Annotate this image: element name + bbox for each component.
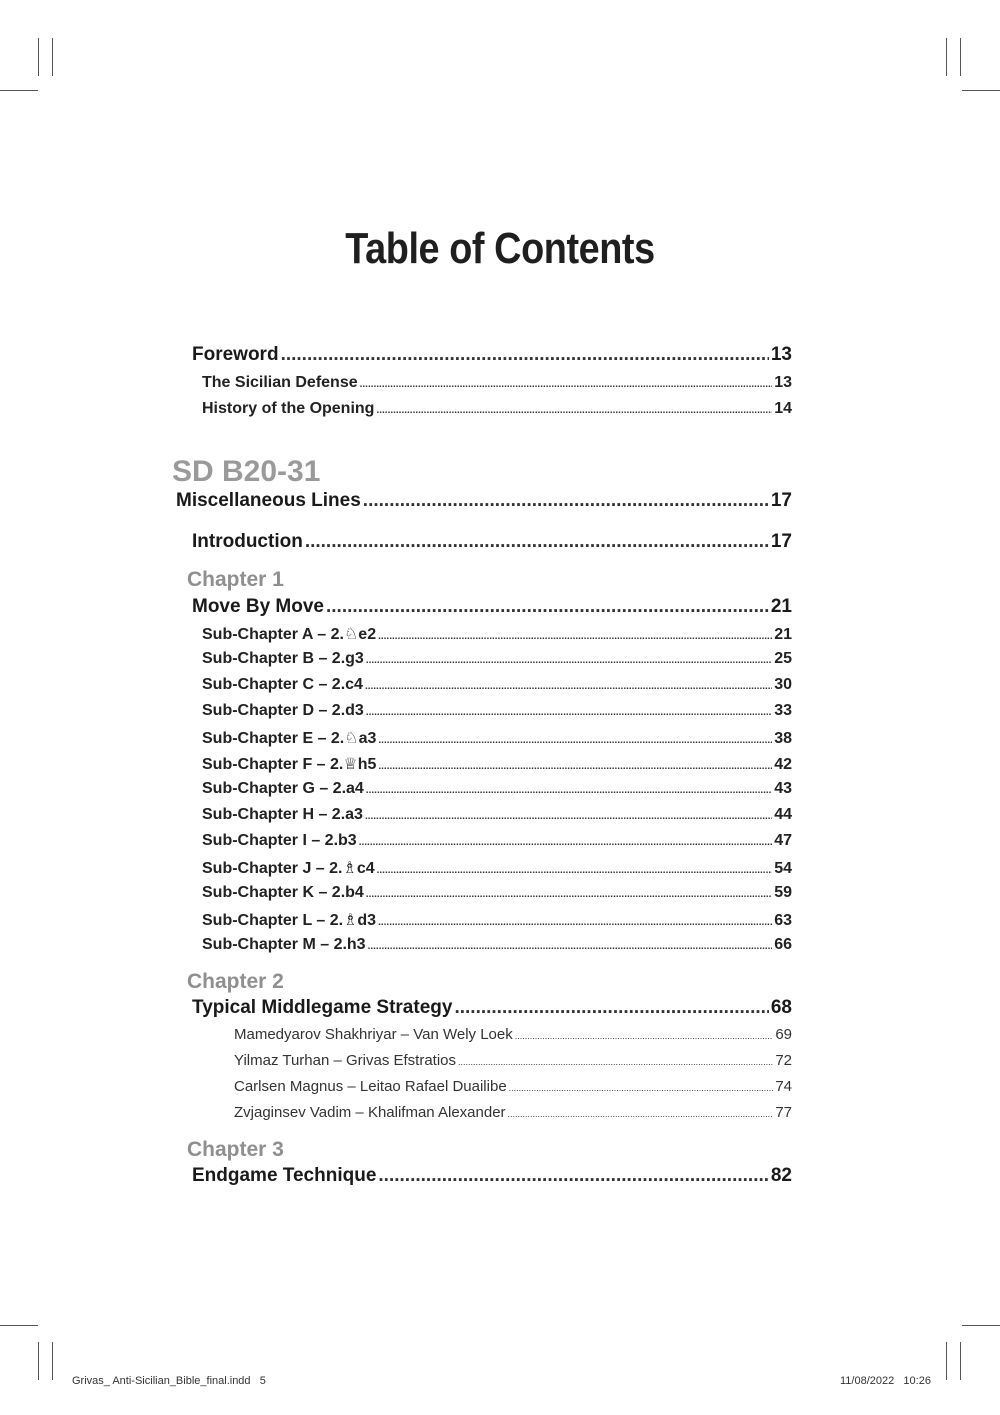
leader-dots: [366, 655, 772, 666]
leader-dots: [363, 490, 769, 512]
leader-dots: [365, 811, 772, 822]
toc-entry-label: Sub-Chapter H – 2.a3: [202, 806, 363, 823]
crop-mark: [962, 90, 1000, 91]
toc-entry-label: Sub-Chapter F – 2.♕h5: [202, 756, 377, 773]
toc-entry-page: 17: [770, 490, 792, 511]
toc-entry-chapter[interactable]: [192, 596, 792, 618]
leader-dots: [458, 1057, 773, 1067]
toc-entry-label: Sub-Chapter E – 2.♘a3: [202, 730, 377, 747]
toc-entry-page: 13: [774, 374, 792, 391]
toc-entry-label: Sub-Chapter L – 2.♗d3: [202, 912, 377, 929]
toc-entry-label: Sub-Chapter D – 2.d3: [202, 702, 364, 719]
leader-dots: [359, 837, 773, 848]
leader-dots: [378, 631, 772, 642]
part-heading: SD B20-31: [172, 455, 321, 488]
crop-mark: [960, 38, 961, 76]
toc-entry-label: Carlsen Magnus – Leitao Rafael Duailibe: [234, 1078, 507, 1095]
toc-entry-page: 69: [775, 1026, 792, 1043]
toc-entry-label: Move By Move: [192, 596, 324, 617]
toc-entry-subchapter[interactable]: [202, 624, 792, 644]
toc-entry-page: 17: [770, 531, 792, 552]
page-title: Table of Contents: [345, 224, 655, 273]
leader-dots: [509, 1083, 774, 1093]
toc-entry-page: 13: [770, 344, 792, 365]
toc-entry-label: Miscellaneous Lines: [176, 490, 361, 511]
toc-entry-label: Sub-Chapter G – 2.a4: [202, 780, 364, 797]
toc-entry-label: Sub-Chapter C – 2.c4: [202, 676, 363, 693]
toc-entry-page: 43: [774, 780, 792, 797]
toc-entry-label: Introduction: [192, 531, 303, 552]
toc-entry-label: Sub-Chapter B – 2.g3: [202, 650, 364, 667]
toc-entry-part-title[interactable]: [176, 490, 792, 512]
crop-mark: [38, 38, 39, 76]
toc-entry-page: 25: [774, 650, 792, 667]
toc-entry[interactable]: [202, 374, 792, 392]
toc-entry-label: Sub-Chapter M – 2.h3: [202, 936, 366, 953]
toc-entry-page: 21: [770, 596, 792, 617]
toc-entry-subchapter[interactable]: [202, 936, 792, 954]
leader-dots: [366, 785, 772, 796]
leader-dots: [366, 889, 772, 900]
leader-dots: [326, 596, 769, 618]
toc-entry-label: Sub-Chapter J – 2.♗c4: [202, 860, 375, 877]
toc-entry-page: 47: [774, 832, 792, 849]
crop-mark: [52, 1342, 53, 1380]
toc-entry-label: Foreword: [192, 344, 279, 365]
leader-dots: [378, 735, 772, 746]
leader-dots: [305, 531, 769, 553]
toc-entry-label: Zvjaginsev Vadim – Khalifman Alexander: [234, 1104, 506, 1121]
leader-dots: [368, 941, 773, 952]
toc-entry-label: Yilmaz Turhan – Grivas Efstratios: [234, 1052, 457, 1069]
crop-mark: [0, 90, 38, 91]
toc-entry-page: 14: [774, 400, 792, 417]
toc-entry-subchapter[interactable]: [202, 858, 792, 878]
toc-entry-page: 77: [775, 1104, 792, 1121]
leader-dots: [378, 1165, 768, 1187]
toc-entry-page: 74: [775, 1078, 792, 1095]
toc-entry-label: Sub-Chapter A – 2.♘e2: [202, 626, 377, 643]
leader-dots: [508, 1109, 774, 1119]
toc-entry-game[interactable]: [234, 1078, 792, 1095]
toc-entry-label: Sub-Chapter I – 2.b3: [202, 832, 357, 849]
toc-entry-label: The Sicilian Defense: [202, 374, 358, 391]
leader-dots: [515, 1031, 774, 1041]
toc-entry-subchapter[interactable]: [202, 754, 792, 774]
toc-entry-page: 33: [774, 702, 792, 719]
crop-mark: [0, 1325, 38, 1326]
toc-entry-foreword[interactable]: [192, 344, 792, 366]
leader-dots: [366, 707, 772, 718]
crop-mark: [38, 1342, 39, 1380]
toc-entry-subchapter[interactable]: [202, 910, 792, 930]
toc-entry-page: 30: [774, 676, 792, 693]
toc-entry-page: 21: [774, 626, 792, 643]
chapter-heading: Chapter 1: [187, 568, 284, 591]
toc-entry-game[interactable]: [234, 1104, 792, 1121]
toc-entry-page: 38: [774, 730, 792, 747]
toc-entry-label: History of the Opening: [202, 400, 375, 417]
leader-dots: [281, 344, 769, 366]
toc-entry-subchapter[interactable]: [202, 832, 792, 850]
leader-dots: [378, 917, 772, 928]
slug-timestamp: 11/08/2022 10:26: [840, 1375, 931, 1387]
toc-entry-label: Mamedyarov Shakhriyar – Van Wely Loek: [234, 1026, 513, 1043]
leader-dots: [376, 405, 772, 416]
chapter-heading: Chapter 2: [187, 970, 284, 993]
leader-dots: [365, 681, 772, 692]
toc-entry-page: 82: [770, 1165, 792, 1186]
toc-entry[interactable]: [202, 400, 792, 418]
toc-entry-label: Endgame Technique: [192, 1165, 377, 1186]
toc-entry-chapter[interactable]: [192, 997, 792, 1019]
crop-mark: [52, 38, 53, 76]
crop-mark: [962, 1325, 1000, 1326]
toc-entry-page: 54: [774, 860, 792, 877]
toc-entry-subchapter[interactable]: [202, 806, 792, 824]
crop-mark: [946, 1342, 947, 1380]
toc-entry-subchapter[interactable]: [202, 780, 792, 798]
toc-entry-game[interactable]: [234, 1026, 792, 1043]
toc-entry-chapter[interactable]: [192, 1165, 792, 1187]
leader-dots: [378, 761, 772, 772]
toc-entry-subchapter[interactable]: [202, 702, 792, 720]
slug-filename: Grivas_ Anti-Sicilian_Bible_final.indd 5: [72, 1375, 266, 1387]
toc-entry-subchapter[interactable]: [202, 728, 792, 748]
toc-entry-page: 68: [770, 997, 792, 1018]
toc-entry-page: 44: [774, 806, 792, 823]
toc-entry-subchapter[interactable]: [202, 676, 792, 694]
toc-entry-page: 63: [774, 912, 792, 929]
toc-entry-game[interactable]: [234, 1052, 792, 1069]
leader-dots: [377, 865, 773, 876]
crop-mark: [946, 38, 947, 76]
toc-entry-introduction[interactable]: [192, 531, 792, 553]
toc-entry-page: 59: [774, 884, 792, 901]
toc-entry-subchapter[interactable]: [202, 650, 792, 668]
chapter-heading: Chapter 3: [187, 1138, 284, 1161]
toc-entry-page: 42: [774, 756, 792, 773]
leader-dots: [454, 997, 768, 1019]
toc-entry-page: 72: [775, 1052, 792, 1069]
toc-entry-label: Sub-Chapter K – 2.b4: [202, 884, 364, 901]
crop-mark: [960, 1342, 961, 1380]
toc-entry-label: Typical Middlegame Strategy: [192, 997, 453, 1018]
toc-entry-page: 66: [774, 936, 792, 953]
toc-entry-subchapter[interactable]: [202, 884, 792, 902]
leader-dots: [360, 379, 773, 390]
